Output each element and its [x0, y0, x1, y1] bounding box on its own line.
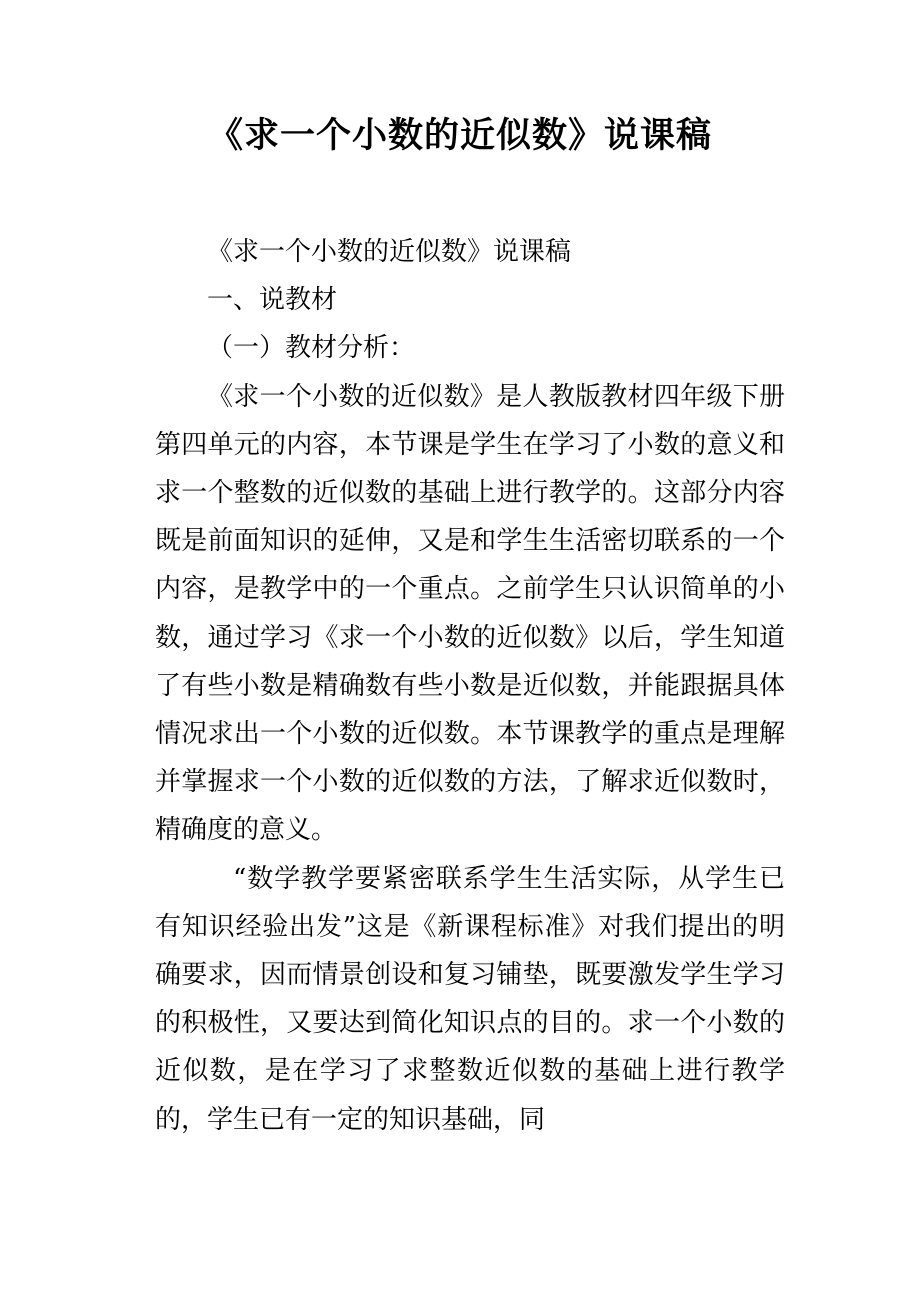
paragraph-section-heading: 一、说教材	[207, 285, 338, 316]
paragraph-textbook-analysis: 《求一个小数的近似数》是人教版教材四年级下册第四单元的内容，本节课是学生在学习了小数的意义和求一个整数的近似数的基础上进行教学的。这部分内容既是前面知识的延伸，又是和学生生活密切联系的一个内容，是教学中的一个重点。之前学生只认识简单的小数，通过学习《求一个小数的近似数》以后，学生知道了有些小数是精确数有些小数是近似数，并能跟据具体情况求出一个小数的近似数。本节课教学的重点是理解并掌握求一个小数的近似数的方法，了解求近似数时，精确度的意义。	[155, 381, 785, 846]
paragraph-curriculum-standard: “数学教学要紧密联系学生生活实际，从学生已有知识经验出发”这是《新课程标准》对我们提出的明确要求，因而情景创设和复习铺垫，既要激发学生学习的积极性，又要达到简化知识点的目的。求一个小数的近似数，是在学习了求整数近似数的基础上进行教学的，学生已有一定的知识基础，同	[155, 863, 785, 1135]
document-body	[155, 228, 785, 1144]
document-title: 《求一个小数的近似数》说课稿	[207, 116, 712, 156]
paragraph-subsection-heading: （一）教材分析：	[207, 333, 416, 364]
paragraph-subtitle: 《求一个小数的近似数》说课稿	[207, 237, 572, 267]
